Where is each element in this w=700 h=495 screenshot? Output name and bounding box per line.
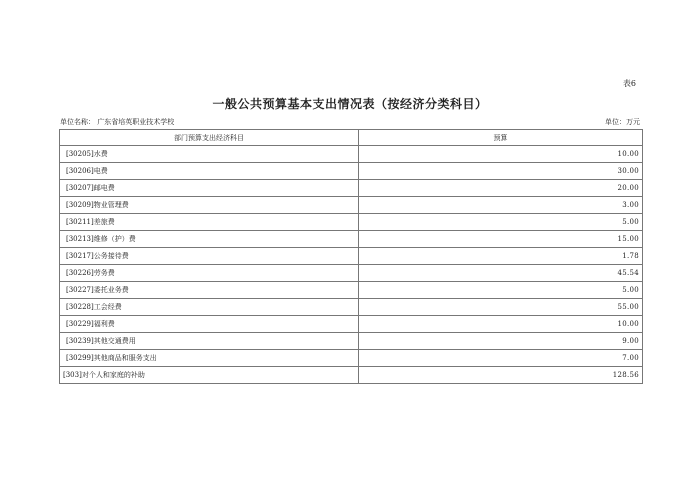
row-budget-amount: 10.00 [359, 146, 643, 163]
row-budget-amount: 55.00 [359, 299, 643, 316]
row-category-name: [30209]物业管理费 [60, 197, 359, 214]
table-row [60, 367, 643, 384]
row-budget-amount: 10.00 [359, 316, 643, 333]
table-row [60, 350, 643, 367]
row-budget-amount: 5.00 [359, 282, 643, 299]
header-budget: 预算 [359, 130, 643, 146]
currency-unit-label: 单位：万元 [605, 118, 640, 126]
table-header-row [60, 130, 643, 146]
row-category-name: [30205]水费 [60, 146, 359, 163]
row-category-name: [30228]工会经费 [60, 299, 359, 316]
row-category-name: [30213]维修（护）费 [60, 231, 359, 248]
row-budget-amount: 9.00 [359, 333, 643, 350]
expenditure-table [59, 129, 643, 384]
table-row [60, 214, 643, 231]
row-category-name: [30211]差旅费 [60, 214, 359, 231]
row-category-name: [30239]其他交通费用 [60, 333, 359, 350]
row-category-name: [30206]电费 [60, 163, 359, 180]
table-row [60, 299, 643, 316]
row-category-name: [30207]邮电费 [60, 180, 359, 197]
row-budget-amount: 45.54 [359, 265, 643, 282]
table-row [60, 333, 643, 350]
row-budget-amount: 7.00 [359, 350, 643, 367]
row-budget-amount: 128.56 [359, 367, 643, 384]
row-category-name: [30229]福利费 [60, 316, 359, 333]
row-category-name: [303]对个人和家庭的补助 [60, 367, 359, 384]
table-row [60, 282, 643, 299]
table-row [60, 231, 643, 248]
row-budget-amount: 3.00 [359, 197, 643, 214]
row-category-name: [30227]委托业务费 [60, 282, 359, 299]
table-row [60, 248, 643, 265]
table-row [60, 265, 643, 282]
row-budget-amount: 1.78 [359, 248, 643, 265]
header-economic-category: 部门预算支出经济科目 [60, 130, 359, 146]
table-number: 表6 [622, 79, 636, 88]
row-category-name: [30299]其他商品和服务支出 [60, 350, 359, 367]
table-row [60, 180, 643, 197]
table-row [60, 163, 643, 180]
row-budget-amount: 20.00 [359, 180, 643, 197]
row-category-name: [30226]劳务费 [60, 265, 359, 282]
row-budget-amount: 15.00 [359, 231, 643, 248]
table-row [60, 197, 643, 214]
row-budget-amount: 30.00 [359, 163, 643, 180]
unit-name-label: 单位名称： 广东省培英职业技术学校 [60, 118, 175, 126]
table-row [60, 146, 643, 163]
row-budget-amount: 5.00 [359, 214, 643, 231]
document-title: 一般公共预算基本支出情况表（按经济分类科目） [212, 97, 488, 111]
row-category-name: [30217]公务接待费 [60, 248, 359, 265]
table-row [60, 316, 643, 333]
